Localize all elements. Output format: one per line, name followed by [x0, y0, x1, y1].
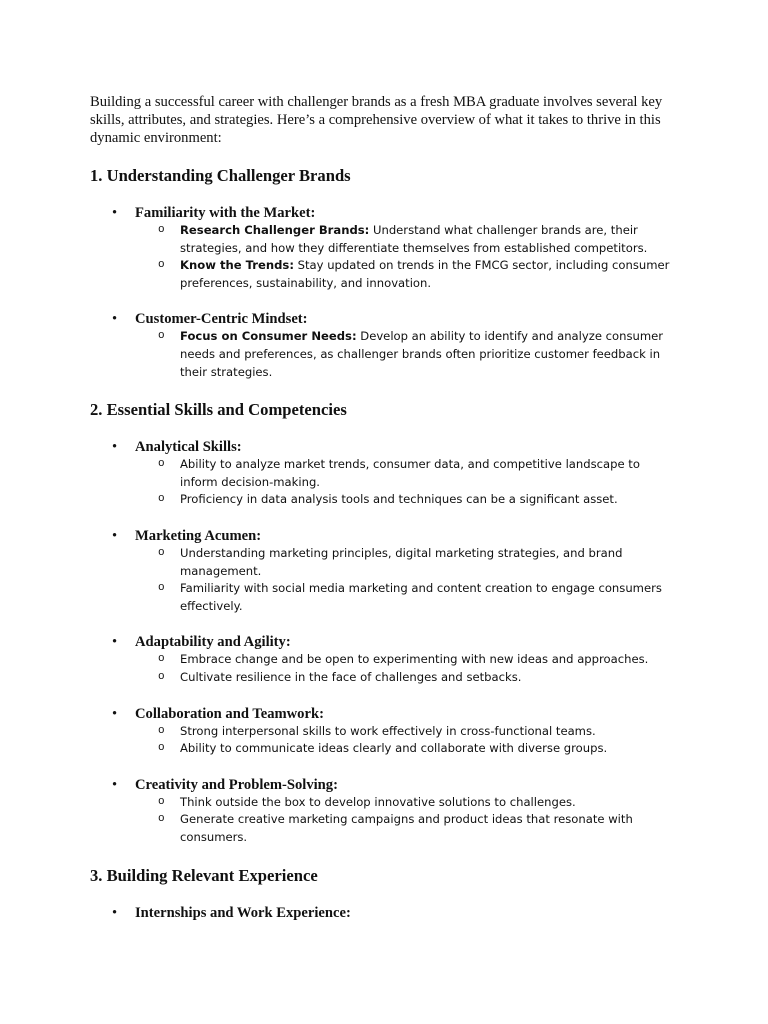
- sub-bullet-text: Develop an ability to identify and analyze consumer needs and preferences, as challenger brands often prioritize customer feedback in their strategies.: [180, 329, 664, 379]
- sub-bullet-text: Generate creative marketing campaigns and product ideas that resonate with consumers.: [180, 812, 633, 844]
- sub-bullet: [90, 811, 680, 846]
- bullet-title: Analytical Skills:: [135, 439, 242, 456]
- section-heading: 1. Understanding Challenger Brands: [90, 166, 351, 185]
- sub-bullet-marker: o: [158, 458, 165, 471]
- document-page: [90, 93, 680, 922]
- sub-bullet-text: Ability to communicate ideas clearly and collaborate with diverse groups.: [180, 741, 608, 756]
- sub-bullet-text: Cultivate resilience in the face of challenges and setbacks.: [180, 669, 522, 684]
- sub-bullet-text: Understand what challenger brands are, their strategies, and how they differentiate themselves from established competitors.: [180, 223, 648, 255]
- bullet-marker: •: [112, 205, 118, 221]
- bullet-title: Customer-Centric Mindset:: [135, 311, 308, 328]
- bullet-item: [90, 310, 680, 328]
- sub-bullet: [90, 740, 680, 758]
- sub-bullet-lead: Focus on Consumer Needs:: [180, 329, 357, 344]
- sub-bullet-text: Stay updated on trends in the FMCG sector, including consumer preferences, sustainability, and innovation.: [180, 258, 670, 290]
- bullet-item: [90, 776, 680, 794]
- bullet-marker: •: [112, 905, 118, 922]
- sub-bullet: [90, 723, 680, 741]
- sub-bullet: [90, 456, 680, 491]
- sub-bullet-lead: Know the Trends:: [180, 258, 294, 273]
- section-heading: 2. Essential Skills and Competencies: [90, 400, 347, 420]
- sub-bullet: [90, 222, 680, 257]
- sub-bullet-marker: o: [158, 670, 165, 683]
- sub-bullet: [90, 794, 680, 812]
- bullet-title: Marketing Acumen:: [135, 527, 262, 544]
- sub-bullet-lead: Research Challenger Brands:: [180, 223, 370, 237]
- sub-bullet-text: Strong interpersonal skills to work effectively in cross-functional teams.: [180, 723, 596, 738]
- sub-bullet: [90, 257, 680, 292]
- sub-bullet-marker: o: [158, 582, 165, 595]
- bullet-item: [90, 204, 680, 222]
- bullet-marker: •: [112, 527, 118, 544]
- sub-bullet-text: Embrace change and be open to experimenting with new ideas and approaches.: [180, 652, 649, 667]
- sub-bullet-text: Proficiency in data analysis tools and techniques can be a significant asset.: [180, 492, 618, 507]
- sub-bullet-marker: o: [158, 259, 165, 272]
- intro-paragraph: Building a successful career with challenger brands as a fresh MBA graduate involves several key skills, attributes, and strategies. Here’s a comprehensive overview of what it takes to thrive in this dynamic environment:: [90, 94, 663, 146]
- bullet-title: Collaboration and Teamwork:: [135, 705, 324, 722]
- bullet-marker: •: [112, 439, 118, 456]
- sub-bullet-text: Understanding marketing principles, digital marketing strategies, and brand management.: [180, 545, 623, 578]
- sub-bullet-marker: o: [158, 724, 165, 737]
- sub-bullet: [90, 328, 680, 381]
- sub-bullet-text: Familiarity with social media marketing and content creation to engage consumers effectively.: [180, 581, 662, 613]
- sub-bullet-marker: o: [158, 493, 165, 506]
- sub-bullet: [90, 491, 680, 509]
- sub-bullet-marker: o: [158, 795, 165, 808]
- bullet-marker: •: [112, 705, 118, 722]
- sub-bullet-marker: o: [158, 224, 165, 236]
- sub-bullet-marker: o: [158, 546, 165, 559]
- sub-bullet-text: Ability to analyze market trends, consumer data, and competitive landscape to inform decision-making.: [180, 457, 640, 489]
- sub-bullet-text: Think outside the box to develop innovative solutions to challenges.: [180, 794, 576, 809]
- sub-bullet-marker: o: [158, 330, 165, 343]
- document-sections: [90, 166, 680, 922]
- sub-bullet: [90, 545, 680, 580]
- bullet-marker: •: [112, 634, 118, 651]
- bullet-title: Adaptability and Agility:: [135, 634, 291, 651]
- bullet-item: [90, 904, 680, 922]
- bullet-marker: •: [112, 776, 118, 793]
- bullet-title: Familiarity with the Market:: [135, 205, 316, 221]
- bullet-title: Creativity and Problem-Solving:: [135, 776, 338, 793]
- sub-bullet-marker: o: [158, 813, 165, 826]
- bullet-item: [90, 527, 680, 545]
- bullet-item: [90, 633, 680, 651]
- bullet-item: [90, 705, 680, 723]
- sub-bullet-marker: o: [158, 653, 165, 666]
- section-heading: 3. Building Relevant Experience: [90, 866, 318, 886]
- sub-bullet: [90, 580, 680, 615]
- bullet-marker: •: [112, 311, 118, 328]
- bullet-item: [90, 438, 680, 456]
- sub-bullet: [90, 651, 680, 669]
- sub-bullet-marker: o: [158, 742, 165, 755]
- sub-bullet: [90, 669, 680, 687]
- bullet-title: Internships and Work Experience:: [135, 905, 351, 922]
